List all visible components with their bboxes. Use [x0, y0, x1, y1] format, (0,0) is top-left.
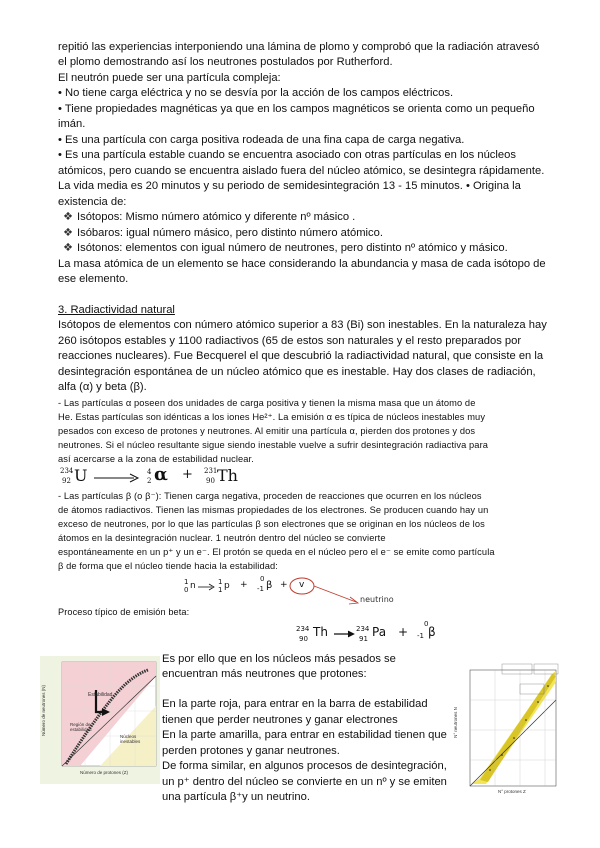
para-line: exceso de neutrones, por lo que las partículas β son electrones que se originan en los núcleos de los — [58, 519, 485, 529]
para-line: así acercarse a la zona de estabilidad nuclear. — [58, 454, 254, 464]
para-line: β de forma que el núcleo tiende hacia la estabilidad: — [58, 561, 278, 571]
bullet-line: imán. — [58, 118, 86, 130]
bullet-line: La vida media es 20 minutos y su periodo de semidesintegración 13 - 15 minutos. • Origina la — [58, 180, 521, 192]
para-line: En la parte roja, para entrar en la barra de estabilidad — [162, 698, 428, 710]
stability-chart-graphic — [40, 656, 160, 784]
para-line: de átomos radiactivos. Tienen las mismas propiedades de los electrones. Se producen cuando hay un — [58, 505, 489, 515]
para-line: Proceso típico de emisión beta: — [58, 607, 190, 617]
para-line: 260 isótopos estables y 1100 radiactivos (65 de estos son naturales y el resto preparados por — [58, 335, 522, 347]
diamond-bullet-icon: ❖ — [63, 211, 74, 223]
diamond-bullet-icon: ❖ — [63, 242, 74, 254]
stability-chart-left: Estabilidad Región de estabilidad Núcleos inestables Número de protones (Z) Número de neutrones (N) — [40, 656, 160, 784]
alpha-decay-equation: 234 92 U 4 2 α + 231 90 Th — [60, 464, 238, 485]
para-line: La masa atómica de un elemento se hace considerando la abundancia y masa de cada isótopo de — [58, 258, 546, 270]
para-line: Isótopos de elementos con número atómico superior a 83 (Bi) son inestables. En la naturaleza hay — [58, 319, 547, 331]
neutron-decay-equation: 1 0 n 1 1 p + 0 -1 β + v neutrino — [184, 575, 394, 604]
bullet-line: atómicos, pero cuando se encuentra aislado fuera del núcleo atómico, se desintegra rápidamente. — [58, 165, 545, 177]
para-line: encuentran más neutrones que protones: — [162, 668, 367, 680]
para-line: tienen que perder neutrones y ganar electrones — [162, 714, 398, 726]
para-line: reacciones nucleares). Fue Becquerel el que descubrió la radiactividad natural, que consiste en la — [58, 350, 544, 362]
arrow-icon — [198, 583, 216, 591]
para-line: átomos en la desintegración nuclear. 1 neutrón dentro del núcleo se convierte — [58, 533, 386, 543]
bullet-line: • Tiene propiedades magnéticas ya que en los campos magnéticos se orienta como un pequeño — [58, 103, 535, 115]
para-line: Es por ello que en los núcleos más pesados se — [162, 653, 396, 665]
para-line: De forma similar, en algunos procesos de desintegración, — [162, 760, 447, 772]
bullet-line: • No tiene carga eléctrica y no se desvía por la acción de los campos eléctricos. — [58, 87, 454, 99]
iso-item: ❖ Isótopos: Mismo número atómico y diferente nº másico . — [63, 210, 355, 225]
para-line: He. Estas partículas son idénticas a los iones He²⁺. La emisión α es típica de núcleos inestables muy — [58, 412, 486, 422]
para-line: - Las partículas β (o β⁻): Tienen carga negativa, proceden de reacciones que ocurren en los núcleos — [58, 491, 482, 501]
iso-item: ❖ Isóbaros: igual número másico, pero distinto número atómico. — [63, 226, 383, 241]
para-line: el plomo demostrando así los neutrones postulados por Rutherford. — [58, 56, 393, 68]
para-line: pesados con exceso de protones y neutrones. Al emitir una partícula α, pierden dos protones y dos — [58, 426, 476, 436]
para-line: En la parte amarilla, para entrar en estabilidad tienen que — [162, 729, 447, 741]
para-line: repitió las experiencias interponiendo una lámina de plomo y comprobó que la radiación atravesó — [58, 41, 540, 53]
para-line: perden protones y ganar neutrones. — [162, 745, 340, 757]
beta-decay-equation: 234 90 Th 234 91 Pa + 0 -1 β — [296, 620, 436, 643]
bullet-line: • Es una partícula estable cuando se encuentra asociado con otras partículas en los núcleos — [58, 149, 516, 161]
pointer-line-icon — [312, 584, 360, 606]
section-heading: 3. Radiactividad natural — [58, 304, 175, 316]
para-line: - Las partículas α poseen dos unidades de carga positiva y tienen la misma masa que un átomo de — [58, 398, 476, 408]
para-line: una partícula β⁺y un neutrino. — [162, 791, 310, 803]
para-line: desintegración espontánea de un núcleo atómico que es inestable. Hay dos clases de radiación, — [58, 366, 536, 378]
stability-chart-graphic — [450, 660, 562, 800]
iso-item: ❖ Isótonos: elementos con igual número de neutrones, pero distinto nº atómico y másico. — [63, 241, 508, 256]
arrow-icon — [94, 473, 140, 483]
para-line: un p⁺ dentro del núcleo se convierte en un nº y se emiten — [162, 776, 447, 788]
para-line: ese elemento. — [58, 273, 129, 285]
bullet-line: • Es una partícula con carga positiva rodeada de una fina capa de carga negativa. — [58, 134, 465, 146]
para-line: neutrones. Si el núcleo resultante sigue siendo inestable vuelve a sufrir desintegración radiactiva para — [58, 440, 489, 450]
bullet-line: existencia de: — [58, 196, 127, 208]
para-line: alfa (α) y beta (β). — [58, 381, 147, 393]
arrow-icon — [334, 630, 356, 638]
stability-chart-right: N° protones Z N° neutrones N — [450, 660, 562, 800]
para-line: espontáneamente en un p⁺ y un e⁻. El protón se queda en el núcleo pero el e⁻ se emite como partícula — [58, 547, 495, 557]
diamond-bullet-icon: ❖ — [63, 227, 74, 239]
para-line: El neutrón puede ser una partícula compleja: — [58, 72, 281, 84]
